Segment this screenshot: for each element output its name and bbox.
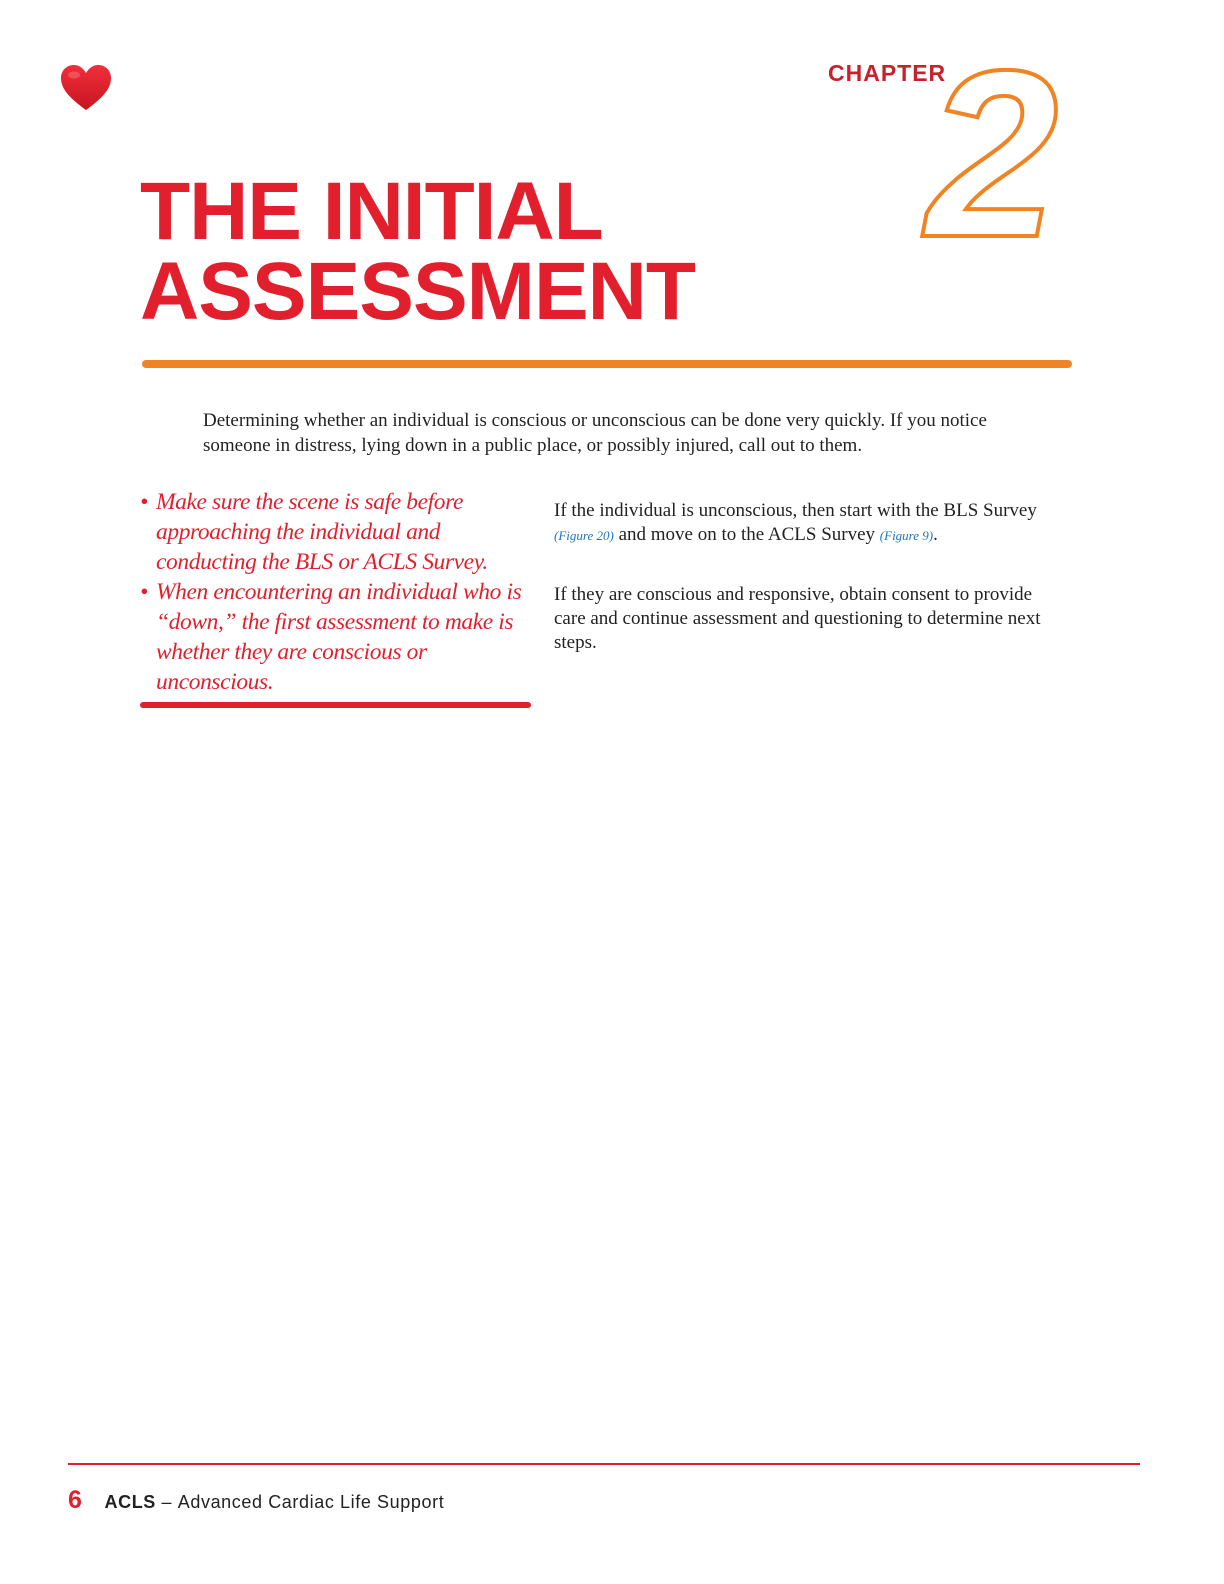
bullet-icon: •	[140, 489, 148, 515]
body-text: .	[933, 524, 938, 545]
callout-item-text: Make sure the scene is safe before approaching the individual and conducting the BLS or ACLS Survey.	[156, 489, 488, 575]
page-footer	[68, 1486, 444, 1515]
footer-separator: –	[155, 1492, 178, 1512]
body-paragraph: If they are conscious and responsive, obtain consent to provide care and continue assessment and questioning to determine next steps.	[554, 584, 1041, 653]
callout-box	[140, 487, 540, 697]
callout-item-text: When encountering an individual who is “down,” the first assessment to make is whether they are conscious or unconscious.	[156, 579, 522, 695]
page-title	[140, 166, 695, 337]
page-number: 6	[68, 1486, 83, 1514]
footer-subtitle: Advanced Cardiac Life Support	[177, 1492, 445, 1512]
callout-item	[140, 487, 540, 577]
footer-divider	[68, 1463, 1140, 1465]
bullet-icon: •	[140, 579, 148, 605]
callout-divider	[140, 702, 531, 708]
figure-link-9[interactable]: (Figure 9)	[879, 528, 934, 543]
title-line-2: ASSESSMENT	[140, 246, 695, 337]
svg-text:2: 2	[926, 58, 1059, 248]
body-paragraph	[554, 499, 1064, 548]
chapter-number	[920, 58, 1090, 248]
heart-icon	[60, 64, 112, 112]
intro-paragraph: Determining whether an individual is conscious or unconscious can be done very quickly. If you notice someone in distress, lying down in a public place, or possibly injured, call out to them.	[203, 410, 987, 456]
title-line-1: THE INITIAL	[140, 166, 603, 257]
body-text: and move on to the ACLS Survey	[613, 524, 880, 545]
figure-link-20[interactable]: (Figure 20)	[554, 528, 614, 543]
chapter-label: CHAPTER	[828, 60, 947, 86]
callout-item	[140, 577, 540, 697]
footer-brand: ACLS	[104, 1492, 156, 1512]
body-text: If the individual is unconscious, then start with the BLS Survey	[554, 500, 1037, 521]
title-divider	[142, 360, 1072, 368]
body-column	[554, 499, 1064, 690]
